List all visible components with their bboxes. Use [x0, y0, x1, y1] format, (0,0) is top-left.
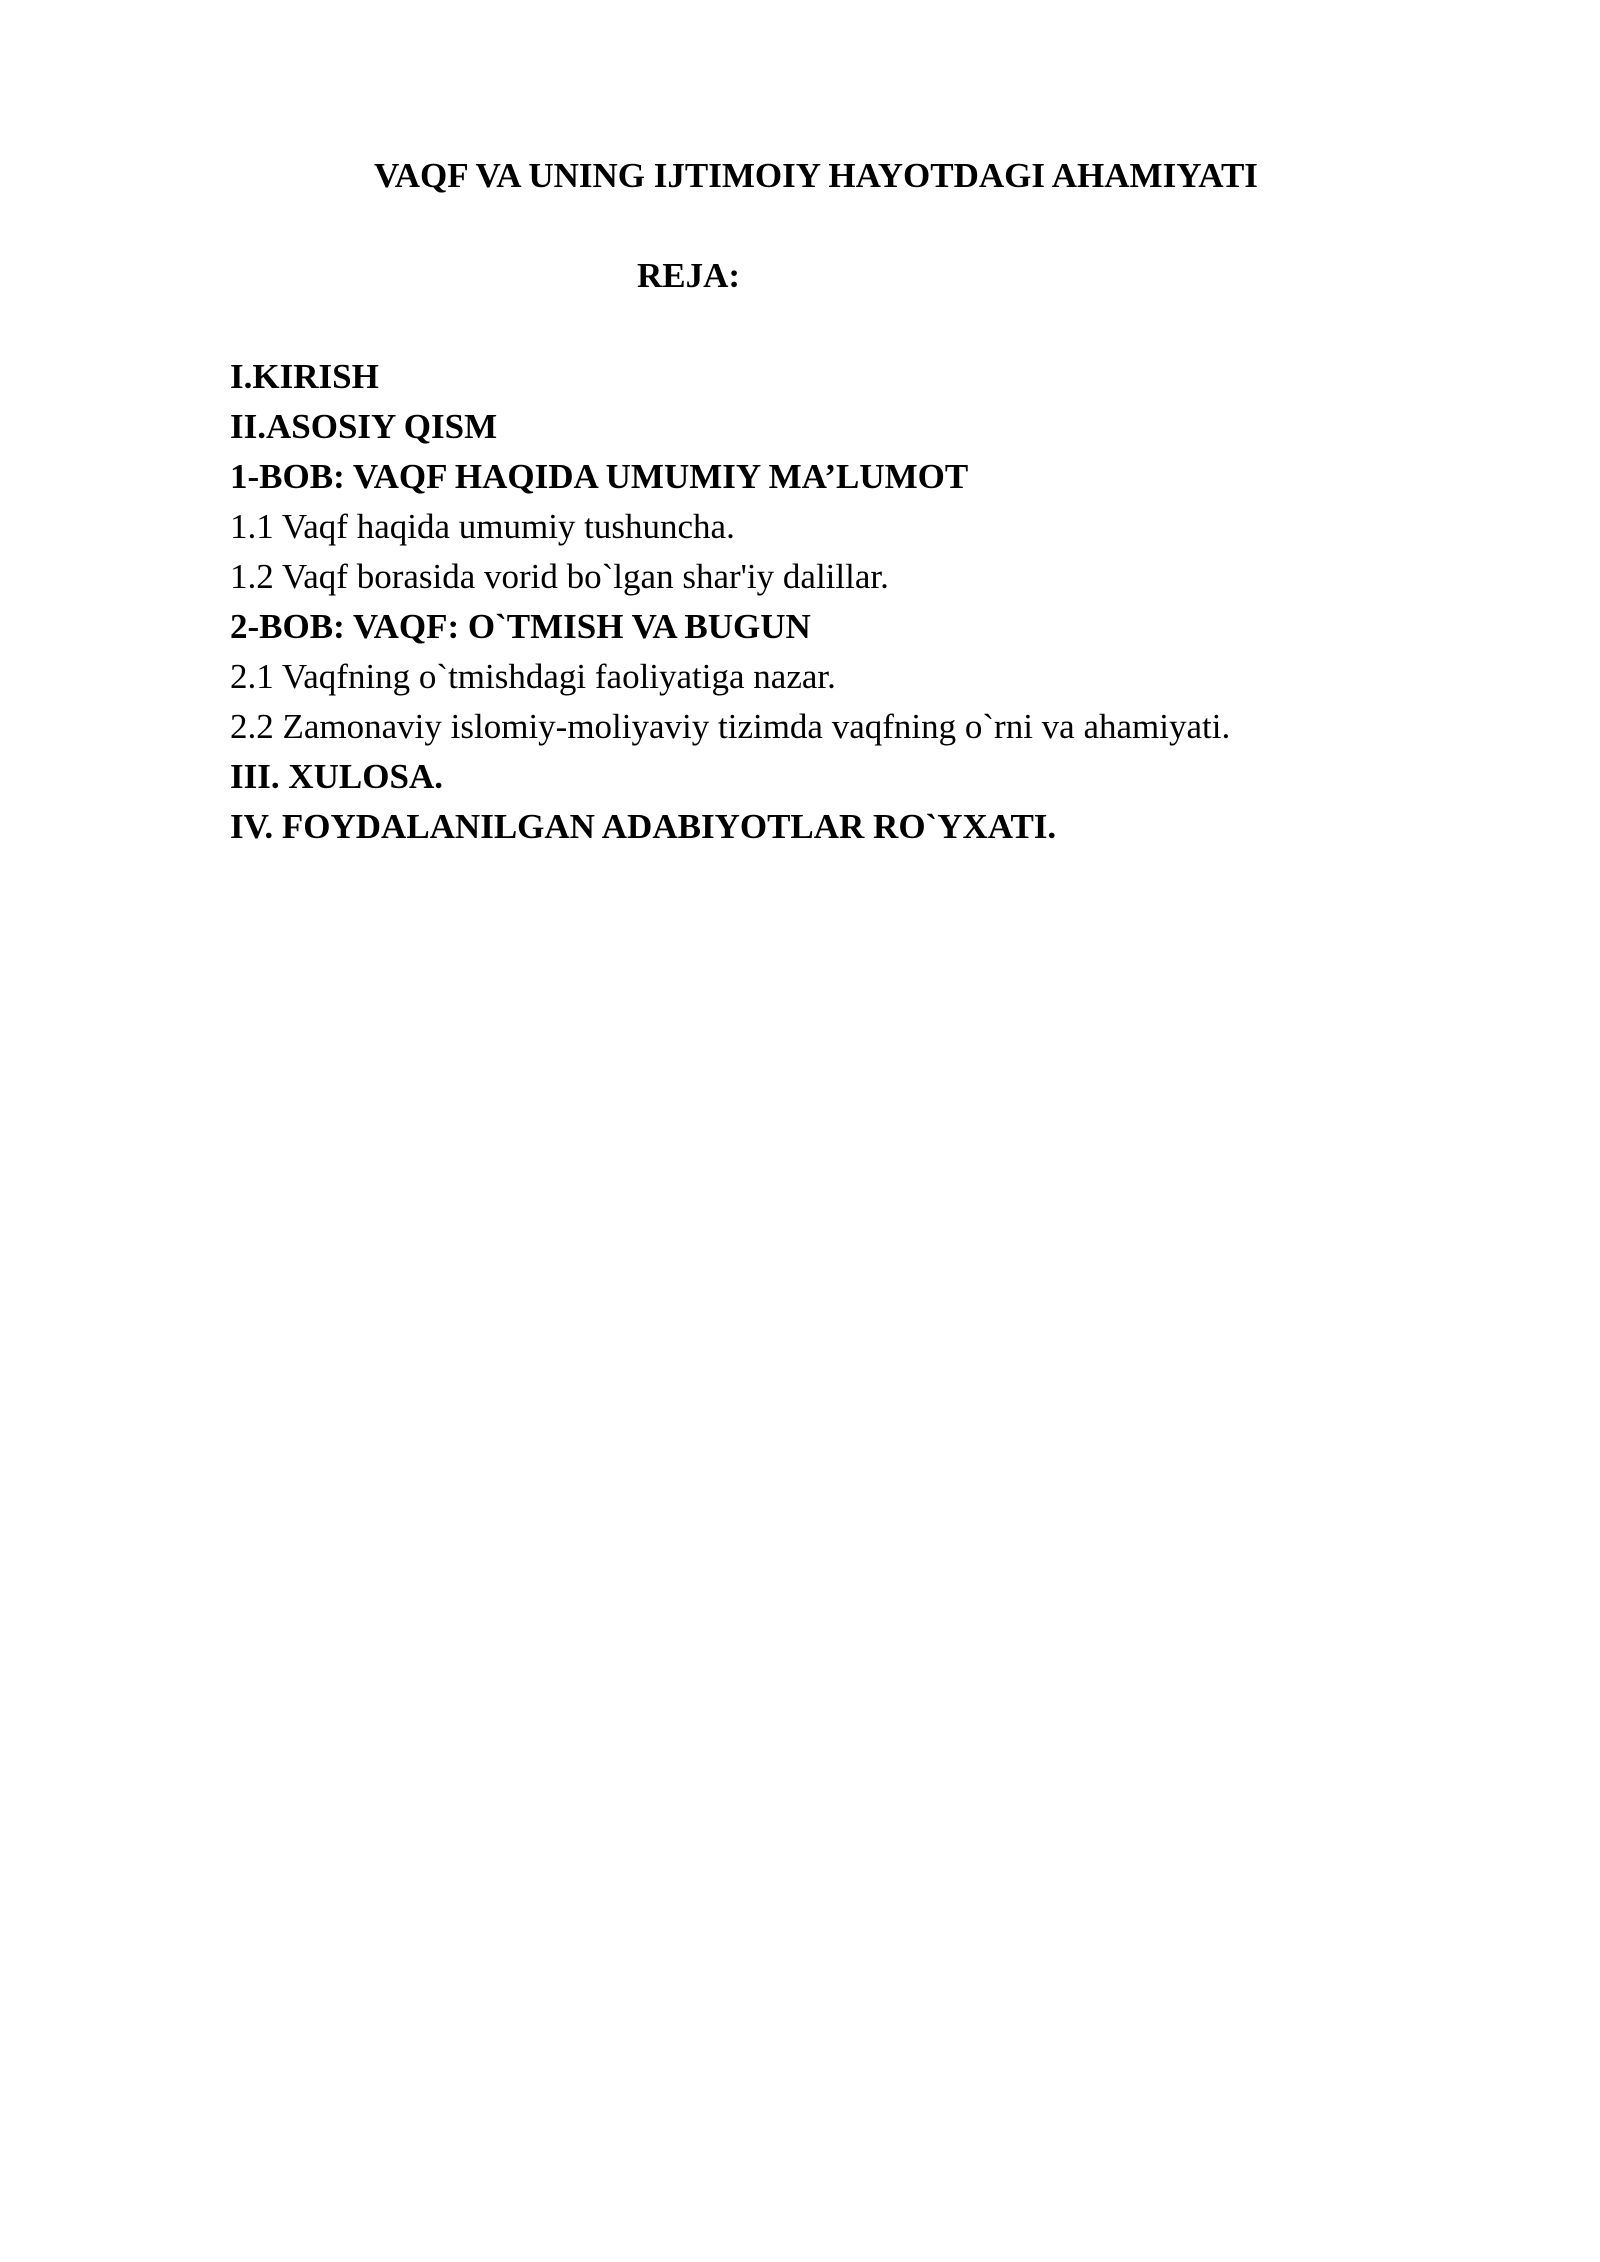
- outline-item-chapter-1: 1-BOB: VAQF HAQIDA UMUMIY MA’LUMOT: [230, 457, 969, 496]
- outline-item-adabiyotlar: IV. FOYDALANILGAN ADABIYOTLAR RO`YXATI.: [230, 807, 1057, 846]
- plan-outline: [230, 352, 1230, 852]
- outline-item-section-1-2: 1.2 Vaqf borasida vorid bo`lgan shar'iy dalillar.: [230, 557, 889, 596]
- outline-item-section-1-1: 1.1 Vaqf haqida umumiy tushuncha.: [230, 507, 735, 546]
- outline-item-chapter-2: 2-BOB: VAQF: O`TMISH VA BUGUN: [230, 607, 811, 646]
- document-title: VAQF VA UNING IJTIMOIY HAYOTDAGI AHAMIYATI: [374, 156, 1258, 195]
- outline-item-xulosa: III. XULOSA.: [230, 757, 443, 796]
- outline-item-section-2-2: 2.2 Zamonaviy islomiy-moliyaviy tizimda vaqfning o`rni va ahamiyati.: [230, 707, 1231, 746]
- outline-item-section-2-1: 2.1 Vaqfning o`tmishdagi faoliyatiga nazar.: [230, 657, 836, 696]
- outline-item-asosiy-qism: II.ASOSIY QISM: [230, 407, 498, 446]
- outline-item-kirish: I.KIRISH: [230, 357, 379, 396]
- plan-heading: REJA:: [637, 256, 741, 295]
